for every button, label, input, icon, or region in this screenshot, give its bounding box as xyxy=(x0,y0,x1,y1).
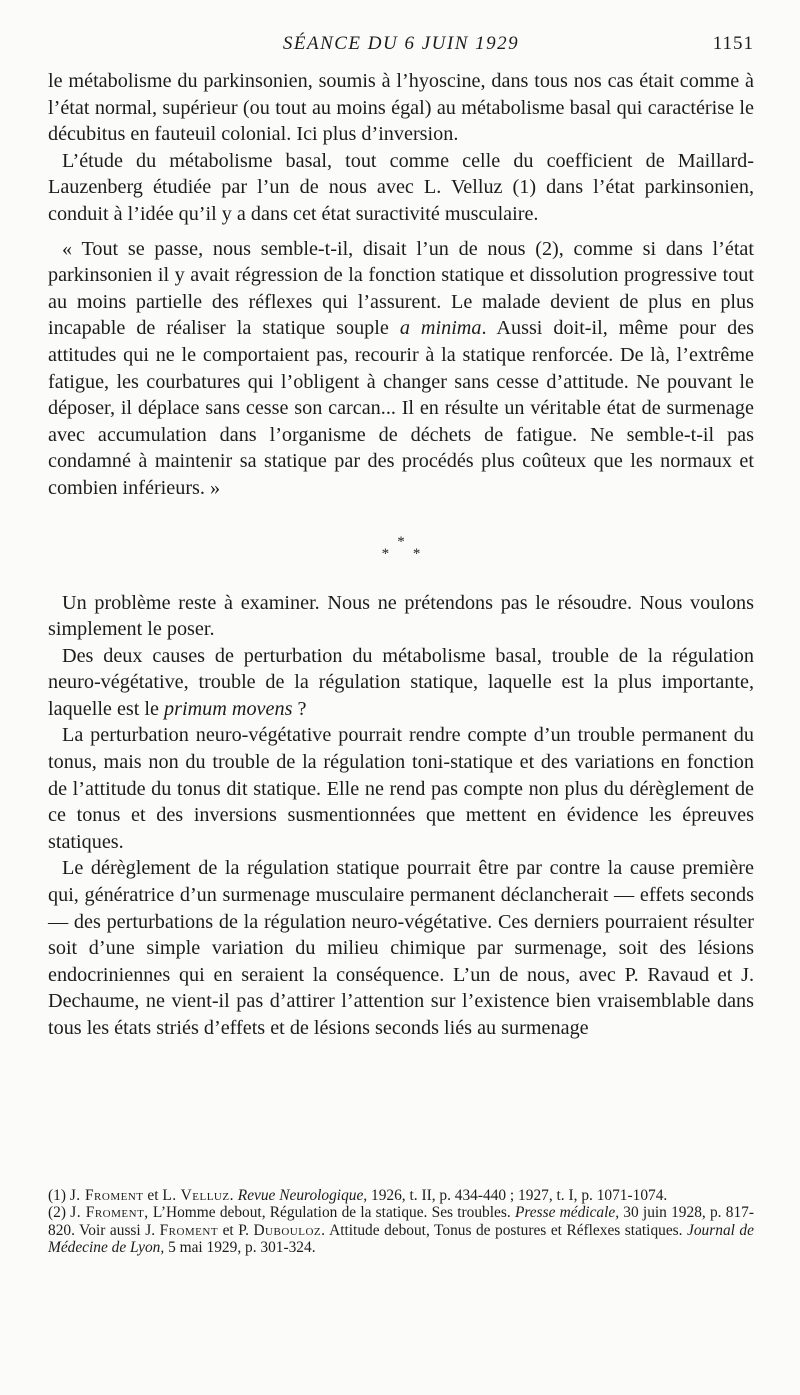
footnote-2 xyxy=(48,1204,754,1256)
footnote-2-text: L’Homme debout, Régulation de la statique. Ses troubles. xyxy=(148,1204,511,1222)
page-number: 1151 xyxy=(712,33,754,54)
paragraph-2: L’étude du métabolisme basal, tout comme celle du coefficient de Maillard-Lauzenberg étudiée par l’un de nous avec L. Velluz (1) dans l’état parkinsonien, conduit à l’idée qu’il y a dans cet état suractivité musculaire. xyxy=(48,149,754,225)
footnote-2-journal-2: Journal de Médecine de Lyon, xyxy=(48,1221,754,1256)
paragraph-5-end: ? xyxy=(292,697,307,720)
quote-italic-a-minima: a minima xyxy=(399,317,482,340)
footnote-1-author-2: L. Velluz. xyxy=(162,1187,234,1204)
paragraph-1: le métabolisme du parkinsonien, soumis à l’hyoscine, dans tous nos cas était comme à l’état normal, supérieur (ou tout au moins égal) au métabolisme basal qui caractérise le décubitus en fauteuil colonial. Ici plus d’inversion. xyxy=(48,70,754,146)
footnote-2-and: et P. xyxy=(218,1221,249,1239)
footnote-1 xyxy=(48,1187,754,1204)
footnotes xyxy=(48,1187,754,1256)
separator-stars-bottom: * * xyxy=(381,545,431,562)
quote-part-1: « Tout se passe, nous semble-t-il, disait l’un de nous (2), comme si dans l’état parkinsonien il y avait régression de la fonction statique et dissolution progressive tout au moins partielle des réflexes qui l’assurent. Le malade devient de plus en plus incapable de réaliser la statique souple xyxy=(48,237,754,340)
footnote-2-author-3: Dubouloz. xyxy=(253,1221,326,1239)
footnote-2-text-2: 30 juin 1928, p. 817-820. Voir aussi J. xyxy=(48,1204,754,1239)
paragraph-6: La perturbation neuro-végétative pourrait rendre compte d’un trouble permanent du tonus, mais non du trouble de la régulation toni-statique et des variations en fonction de l’attitude du tonus dit statique. Elle ne rend pas compte non plus du dérèglement de ce tonus et des inversions susmentionnées que mettent en évidence les épreuves statiques. xyxy=(48,724,754,853)
footnote-1-journal: Revue Neurologique, xyxy=(237,1187,368,1204)
paragraph-4: Un problème reste à examiner. Nous ne prétendons pas le résoudre. Nous voulons simplement le poser. xyxy=(48,591,754,641)
paragraph-5-text: Des deux causes de perturbation du métabolisme basal, trouble de la régulation neuro-végétative, trouble de la régulation statique, laquelle est la plus importante, laquelle est le xyxy=(48,644,754,720)
footnote-1-author-1: J. Froment xyxy=(69,1187,144,1204)
footnote-2-journal-1: Presse médicale, xyxy=(514,1204,620,1222)
paragraph-5 xyxy=(48,643,754,723)
footnote-2-author-2: Froment xyxy=(159,1221,219,1239)
body-text xyxy=(48,68,754,1042)
page-header xyxy=(48,33,754,59)
paragraph-7: Le dérèglement de la régulation statique pourrait être par contre la cause première qui, génératrice d’un surmenage musculaire permanent déclancherait — effets seconds — des perturbations de la régulation neuro-végétative. Ces derniers pourraient résulter soit d’une simple variation du milieu chimique par surmenage, soit des lésions endocriniennes qui en seraient la conséquence. L’un de nous, avec P. Ravaud et J. Dechaume, ne vient-il pas d’attirer l’attention sur l’existence bien vraisemblable dans tous les états striés d’effets et de lésions seconds liés au surmenage xyxy=(48,857,754,1039)
paragraph-3-quote xyxy=(48,236,754,502)
footnote-2-text-3: Attitude debout, Tonus de postures et Réflexes statiques. xyxy=(325,1221,683,1239)
separator-star-top: * xyxy=(397,533,405,550)
footnote-2-author: J. Froment, xyxy=(70,1204,149,1222)
quote-part-2: . Aussi doit-il, même pour des attitudes qui ne le comportaient pas, recourir à la statique renforcée. De là, l’extrême fatigue, les courbatures qui l’obligent à changer sans cesse d’attitude. Ne pouvant le déposer, il déplace sans cesse son carcan... Il en résulte un véritable état de surmenage avec accumulation dans l’organisme de déchets de fatigue. Ne semble-t-il pas condamné à maintenir sa statique par des procédés plus coûteux que les normaux et combien inférieurs. » xyxy=(48,317,755,499)
italic-primum-movens: primum movens xyxy=(164,697,293,720)
section-separator xyxy=(48,533,754,562)
footnote-2-mark: (2) xyxy=(48,1204,66,1222)
footnote-1-and: et xyxy=(143,1187,163,1204)
footnote-2-text-4: 5 mai 1929, p. 301-324. xyxy=(164,1238,316,1256)
footnote-1-mark: (1) xyxy=(48,1187,66,1204)
footnote-1-rest: 1926, t. II, p. 434-440 ; 1927, t. I, p. 1071-1074. xyxy=(367,1187,668,1204)
running-title: SÉANCE DU 6 JUIN 1929 xyxy=(282,33,520,54)
